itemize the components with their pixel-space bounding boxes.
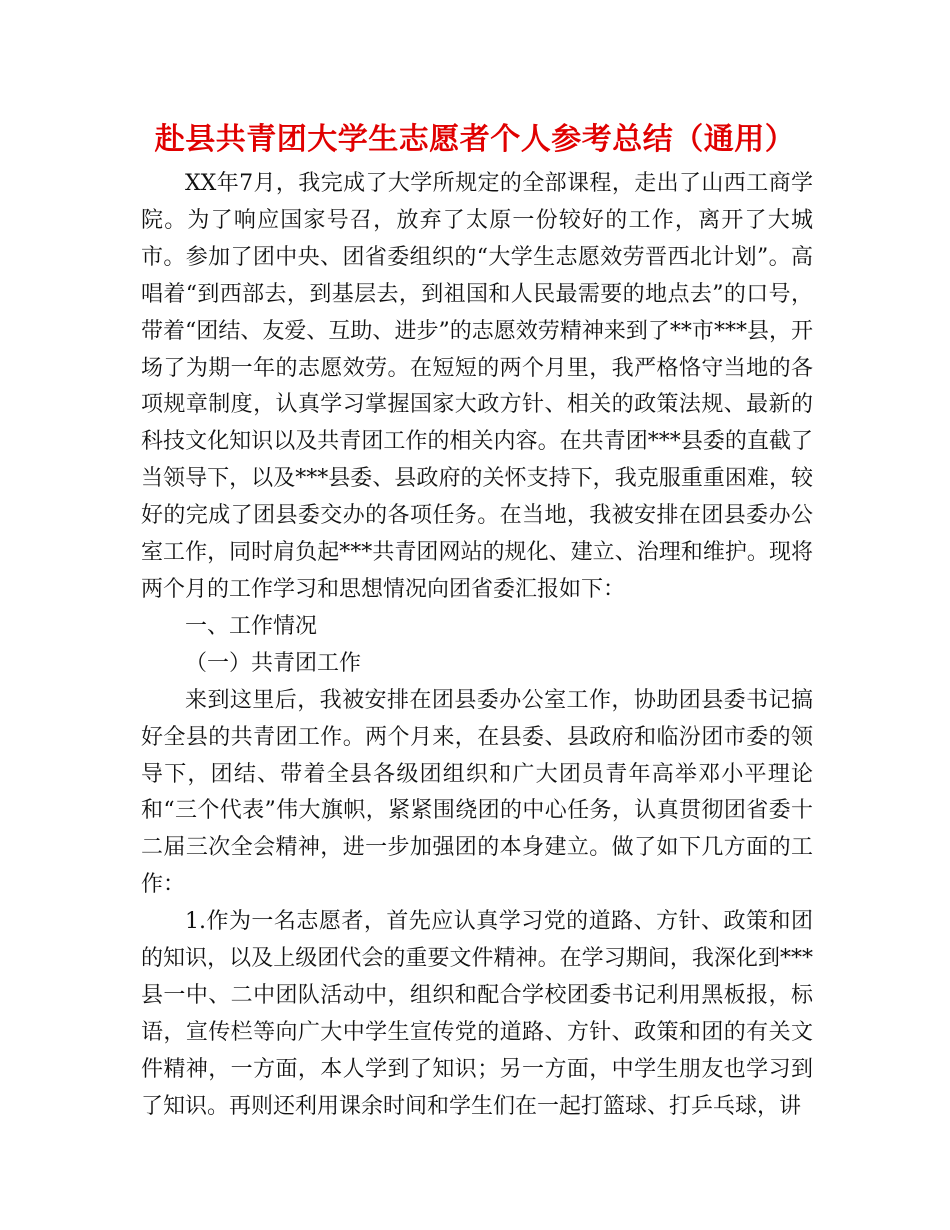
document-body xyxy=(141,166,813,1126)
youth-league-paragraph: 来到这里后，我被安排在团县委办公室工作，协助团县委书记搞好全县的共青团工作。两个月来，在县委、县政府和临汾团市委的领导下，团结、带着全县各级团组织和广大团员青年高举邓小平理论和“三个代表”伟大旗帜，紧紧围绕团的中心任务，认真贯彻团省委十二届三次全会精神，进一步加强团的本身建立。做了如下几方面的工作： xyxy=(141,687,813,898)
section-heading-work: 一、工作情况 xyxy=(185,613,318,639)
subsection-heading-youth-league: （一）共青团工作 xyxy=(185,650,362,676)
item-1-paragraph: 1.作为一名志愿者，首先应认真学习党的道路、方针、政策和团的知识，以及上级团代会的重要文件精神。在学习期间，我深化到***县一中、二中团队活动中，组织和配合学校团委书记利用黑板报，标语，宣传栏等向广大中学生宣传党的道路、方针、政策和团的有关文件精神，一方面，本人学到了知识；另一方面，中学生朋友也学习到了知识。再则还利用课余时间和学生们在一起打篮球、打乒乓球，讲 xyxy=(141,909,813,1119)
intro-paragraph: XX年7月，我完成了大学所规定的全部课程，走出了山西工商学院。为了响应国家号召，放弃了太原一份较好的工作，离开了大城市。参加了团中央、团省委组织的“大学生志愿效劳晋西北计划”。高唱着“到西部去，到基层去，到祖国和人民最需要的地点去”的口号，带着“团结、友爱、互助、进步”的志愿效劳精神来到了**市***县，开场了为期一年的志愿效劳。在短短的两个月里，我严格恪守当地的各项规章制度，认真学习掌握国家大政方针、相关的政策法规、最新的科技文化知识以及共青团工作的相关内容。在共青团***县委的直截了当领导下，以及***县委、县政府的关怀支持下，我克服重重困难，较好的完成了团县委交办的各项任务。在当地，我被安排在团县委办公室工作，同时肩负起***共青团网站的规化、建立、治理和维护。现将两个月的工作学习和思想情况向团省委汇报如下： xyxy=(141,171,813,602)
document-title: 赴县共青团大学生志愿者个人参考总结（通用） xyxy=(154,122,796,157)
